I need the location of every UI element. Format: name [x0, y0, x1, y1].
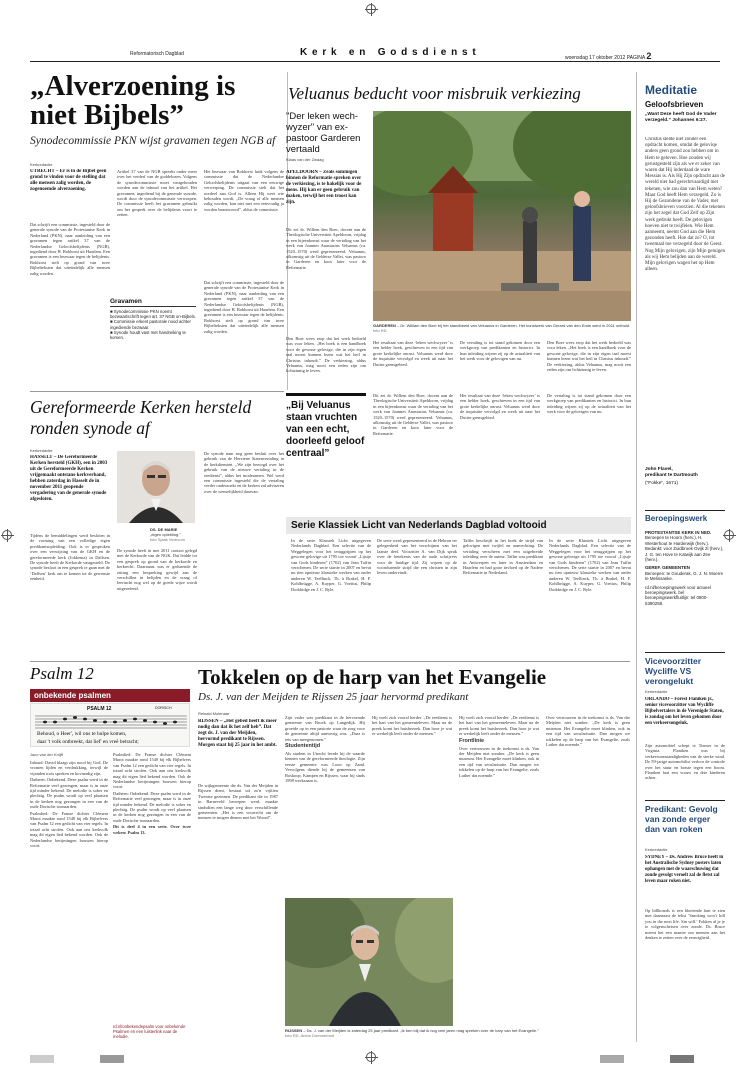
sidebar-divider — [636, 72, 637, 1042]
gravamen-item: ■ Commissie erkent pastorale nood achter ingediende bezwaar. — [110, 319, 191, 330]
article2-col5: Den Boer wees erop dat het werk bedoeld was voor leken. „Het boek is een handboek voor de gewone gelovige, die in zijn eigen taal moest kunnen lezen wat het heil in Christus inhoudt.” De verkiezing, aldus Veluanus, mag nooit een reden zijn om lichtzinnig te leven. — [547, 340, 631, 373]
article1-col1: Dat schrijft een commissie, ingesteld door de generale synode van de Protestantse Kerk in Nederland (PKN), naar aanleiding van een gravamen tegen artikel 37 van de Nederlandse Geloofsbelijdenis (NGB), ingediend door H. Bokhorst uit Haarlem. Een gravamen is een bezwaar tegen de belijdenis. Bokhorst stelt op grond van twee Bijbelteksten dat uiteindelijk alle mensen zalig worden. — [30, 222, 110, 276]
article2-col-b3: De vertaling is tot stand gekomen door een werkgroep van predikanten en historici. In hun inleiding wijzen zij op de actualiteit van het werk voor de gelovigen van nu. — [547, 393, 631, 415]
article5-byline: Reinald Molenaar — [198, 711, 230, 716]
gravamen-item: ■ Synode houdt vast met handreiking te komen. — [110, 329, 186, 341]
article3-col2: De synode heeft in mei 2011 contact gelegd met de Kerkorde van de NGK. Dat leidde tot een gesprek op grond van de kerkorde en kerkrecht. Daarnaast was er gedurende de zitting een bespreking gewijd aan de verschillen in belijden en de vraag of leertucht nog wel op de goede wijze wordt uitgeoefend. — [117, 548, 197, 591]
article2-col4: De vertaling is tot stand gekomen door een werkgroep van predikanten en historici. In hun inleiding wijzen zij op de actualiteit van het werk voor de gelovigen van nu. — [460, 340, 540, 362]
article5-col4 — [459, 715, 539, 1035]
photo-credit: foto RD — [373, 328, 387, 333]
vicevoorzitter-headline: Vicevoorzitter Wycliffe VS verongelukt — [645, 656, 702, 686]
predikant-body: Op billboards is een bloeiende hart te zien met daarnaast de tekst ’Smoking won’t kill you in the next life. Sin will.’ Fokken al je je te volgenschetsen over zonde. Ds. Bruce noemt het een manier om mensen aan het denken te zetten over de eeuwigheid. — [645, 908, 725, 941]
caption-label: RIJSSEN — [285, 1028, 303, 1033]
article2-col1: Dit zei dr. Willem den Boer, docent aan de Theologische Universiteit Apeldoorn, vrijdag in een bijeenkomst waar de vertaling van het werk van Joannes Anastasius Veluanus (ca. 1520–1570) werd gepresenteerd. Veluanus, afkomstig uit de Gelderse Vallei, was pastoor in Garderen en koos later voor de Reformatie. — [286, 227, 366, 270]
meditatie-signoff-role: predikant te Dartmouth — [645, 473, 698, 478]
article3-col3: De synode nam nog geen besluit over het gebruik van de Herziene Statenvertaling in de kerkdiensten. „We zijn bezorgd over het gebruik van de nieuwe vertaling in de eredienst”, aldus het moderamen. Wel werd een commissie ingesteld die de vertaling verder onderzoekt en de kerken zal adviseren over de wenselijkheid daarvan. — [204, 451, 284, 494]
gravamen-item-text: Synodecommissie PKN noemt bezwaartschrift tegen art. 37 NGB on-Bijbels. — [110, 309, 196, 320]
score-subtitle: DORISCH — [155, 706, 172, 710]
registration-mark-bottom — [366, 1052, 376, 1062]
article5-body2: Zijn vader was predikant in de hervormde gemeente van Broek op Langedijk. Hij groeide op in een pastorie waar de zorg voor de gemeente altijd aanwezig was. „Daar is iets van meegenomen.” — [285, 715, 365, 742]
photo-garderen — [373, 111, 631, 321]
article2-pullquote: „Bij Veluanus staan vruchten van een echt, doorleefd geloof centraal” — [286, 400, 365, 459]
psalm-body1: Datheen: Onbekend. Deze psalm werd in de Reformatie veel gezongen, maar is in onze tijd minder bekend. De melodie is sober en plechtig. De psalm wordt op veel plaatsen in de kerken nog gezongen in een van de oude Dorische toonaarden. — [30, 777, 108, 810]
photo-van-der-meijden-portrait — [285, 898, 453, 1026]
color-bar-3 — [600, 1055, 624, 1063]
masthead-date-text: woensdag 17 oktober 2012 — [565, 55, 626, 61]
article5-body3: Als student in Utrecht leerde hij de waarde kennen van de gereformeerde theologie. Zijn eerste gemeente was Loon op Zand. Vervolgens diende hij de gemeenten van Boskoop, Kampen en Rijssen, waar hij sinds 1998 werkzaam is. — [285, 751, 365, 784]
article5-headline: Tokkelen op de harp van het Evangelie — [198, 665, 547, 689]
registration-mark-right — [724, 530, 734, 540]
photo-de-marie-credit: foto Sjaak Verboom — [150, 537, 185, 542]
article3-top-rule — [30, 391, 284, 392]
article2-headline: Veluanus beducht voor misbruik verkiezing — [288, 84, 581, 103]
article1-col3: Het bezwaar van Bokhorst luidt volgens de commissie dat de Nederlandse Geloofsbelijdenis uitgaat van een eeuwige verwerping. De commissie stelt dat het oordeel aan God is. Alleen Hij weet wie behouden wordt. „De vraag of alle mensen zalig worden, kan niet met een eenvoudig ja worden beantwoord”, aldus de commissie. — [204, 169, 284, 212]
article4-col2: De serie werd gepresenteerd in de Hebron ter gelegenheid van het verschijnen van het laatste deel. Voorzitter A. van Dijk sprak over de betekenis van de oude schrijvers voor de huidige tijd. Zij wijzen op de voortdurende strijd die een christen in zijn leven ondervindt. — [377, 538, 457, 576]
photo-garderen-caption — [373, 323, 631, 335]
gravamen-item-text: Synode houdt vast met handreiking te komen. — [110, 329, 186, 341]
article5-col2 — [285, 715, 365, 895]
meditatie-signoff: John Flavel, — [645, 467, 673, 472]
article1-headline: „Alverzoening is niet Bijbels” — [30, 70, 236, 131]
gravamen-item-text: Commissie erkent pastorale nood achter ingediende bezwaar. — [110, 319, 191, 330]
article1-subhead: Synodecommissie PKN wijst gravamen tegen NGB af — [30, 135, 276, 147]
article5-lead: RIJSSEN – „Het gebed heeft ik meer nodig dan dat ik het zelf heb”. Dat zegt ds. J. van der Meijden, hervormd predikant te Rijssen. Morgen staat hij 25 jaar in het ambt. — [198, 719, 277, 748]
psalm-col1 — [30, 760, 108, 1040]
beroepingswerk-rule — [645, 510, 725, 511]
psalm-heading: Psalm 12 — [30, 664, 94, 683]
score-title: PSALM 12 — [87, 706, 112, 712]
registration-mark-left — [2, 530, 12, 540]
score-lyric-2: daar 't volk ontbreekt, dat lief' en vreê betracht; — [37, 739, 139, 745]
article4-headline: Serie Klassiek Licht van Nederlands Dagblad voltooid — [291, 520, 547, 531]
color-bar-1 — [30, 1055, 54, 1063]
article5-col5: Over vertrouwen in de toekomst is ds. Van der Meijden niet somber. „De kerk is geen museum. Het Evangelie moet klinken, ook in een tijd van secularisatie. Dan mogen we tokkelen op de harp van het Evangelie, zoals Luther dat noemde.” — [546, 715, 630, 748]
psalm-lead: Inhoud: David klaagt zijn nood bij God. De vromen lijden en verdrukking, terwijl de vijanden trots spreken en hovaardig zijn. — [30, 760, 108, 776]
psalm-col2 — [113, 752, 191, 1022]
photo-de-marie-portrait — [117, 451, 195, 523]
predikant-headline: Predikant: Gevolg van zonde erger dan van roken — [645, 804, 718, 834]
caption-label: GARDEREN — [373, 323, 396, 328]
article2-col-b1: Dit zei dr. Willem den Boer, docent aan de Theologische Universiteit Apeldoorn, vrijdag in een bijeenkomst waar de vertaling van het werk van Joannes Anastasius Veluanus (ca. 1520–1570) werd gepresenteerd. Veluanus, afkomstig uit de Gelderse Vallei, was pastoor in Garderen en koos later voor de Reformatie. — [373, 393, 453, 436]
photo-van-der-meijden-caption — [285, 1028, 540, 1040]
vicevoorzitter-lead: ORLANDO – Forest Flaniken jr., senior vicevoorzitter van Wycliffe Bijbelvertalers in de Verenigde Staten, is zondag om het leven gekomen door een verkeersongeluk. — [645, 697, 724, 726]
article5-col3: Hij voelt zich vooral herder. „De eredienst is het hart van het gemeenteleven. Maar na de preek komt het huisbezoek. Dan hoor je wat er werkelijk leeft onder de mensen.” — [372, 715, 452, 737]
beroepingswerk-text: Beroepen te Hoorn (herv.), H. Westerhout te Harderwijk (herv.). Bedankt: voor Zuidbroek Ovijk 2l (herv.), J. G. ten Hove te Katwijk aan Zee (herv.). — [645, 535, 724, 563]
article5-body4b: Hij voelt zich vooral herder. „De eredienst is het hart van het gemeenteleven. Maar na de preek komt het huisbezoek. Dan hoor je wat er werkelijk leeft onder de mensen.” — [459, 715, 539, 737]
meditatie-title: Geloofsbrieven — [645, 100, 704, 109]
article5-subhead: Ds. J. van der Meijden te Rijssen 25 jaar hervormd predikant — [198, 691, 469, 703]
photo-credit: foto RD, Anton Dommerholt — [285, 1033, 334, 1038]
registration-mark-top — [366, 4, 376, 14]
article2-byline: Klaas van der Zwaag — [286, 157, 324, 162]
psalm-body2b: Psalmlied: De Franse dichter Clément Marot maakte rond 1540 bij elk Bijbelvers van Psalm 12 een gedicht van vier regels. In totaal acht strofen. Ook aan ons kerkvolk mag dit eigen lied bekend worden. Ook de Nederlandse berijmingen bouwen hierop voort. — [113, 752, 191, 790]
photo-de-marie-text: „eigen opleiding.” — [150, 532, 181, 537]
color-bar-2 — [100, 1055, 124, 1063]
beroepingswerk-link[interactable]: rd.nl/beroepingswerk voor actueel beroepingswerk. bel beroepingswerkfluitlijn: tel 0900-5390258. — [645, 584, 711, 606]
article3-kicker: Kerkredactie — [30, 448, 53, 453]
article2-lead: APELDOORN – Zeals sommigen binnen de Reformatie spreken over de verkiezing, is te hakelijk voor de mens. Hij kan er geen gebruik van maken, terwijl het een troost kan zijn. — [286, 170, 362, 205]
beroepingswerk-label: Beroepingswerk — [645, 514, 708, 523]
psalm-score — [30, 703, 190, 747]
article3-lead: HASSELT – De Gereformeerde Kerken hersteld (GKH), een in 2003 uit de Gereformeerde Kerken vrijgemaakt ontstane kerkverband, hebben zaterdag in Hasselt de in november 2011 geopende vergadering van de generale synode afgesloten. — [30, 455, 108, 502]
article5-sub2: Frontlinie — [459, 737, 485, 744]
masthead-date — [565, 51, 651, 61]
color-bar-4 — [670, 1055, 694, 1063]
vicevoorzitter-kicker: Kerkredactie — [645, 689, 668, 694]
meditatie-body: Christus stelde niet zonder een opdracht komen, omdat de geloviqe anders geen grond zou hebben om in Hem te geloven. Hoe zouden wij gerustgesteld zijn als we er zeker van waren dat Hij inderdaad de ware Messias is. Als Hij Zijn opdracht aan de wereld niet had gerechtvaardigd met tekenen, wie zou dan van Hem weten? Maar God heeft Hem verzegeld. Zo is Hij de Gezondene van de Vader, met geloofsbrieven voorzien. Al die tekenen zijn het zegel dat God Zelf op Zijn werk gedrukt heeft. De gelovigen hoeven niet te twijfelen. Wie Hem aanneemt, neemt God aan die Hem gezonden heeft. Hoe dat zo? O, tot tweemaal toe verzegeld door de Geest. Nog Mijn gelovigen, zijn Mijn getuigen als wij Hem belijden aan de wereld. Mijn gelovigen wagen het op Hem alleen. — [645, 137, 725, 273]
article3-headline: Gereformeerde Kerken hersteld ronden synode af — [30, 397, 252, 438]
psalm-body2: Psalmlied: De Franse dichter Clément Marot maakte rond 1540 bij elk Bijbelvers van Psalm 12 een gedicht van vier regels. In totaal acht strofen. Ook aan ons kerkvolk mag dit eigen lied bekend worden. Ook de Nederlandse berijmingen bouwen hierop voort. — [30, 810, 108, 849]
score-lyric: Behoud, o Heer', wil ons te hulpe komen, — [37, 731, 127, 737]
beroepingswerk-block — [645, 530, 725, 606]
predikant-rule — [645, 800, 725, 801]
vicevoorzitter-rule — [645, 652, 725, 653]
psalm-footnote: Dit is deel 4 in een serie. Over twee weken: Psalm 13. — [113, 824, 191, 835]
article4-col1: In de serie Klassiek Licht uitgegeven Nederlands Dagblad. Een selectie van de Weggelegen voor het teruggrijpen op het gewone gelovige uit 1795 toe vooraf „Lijstje van Gods kinderen” (1702) van Jean Taffin verschenen. De serie startte in 2007 en bevat nu tien opnieuw klassieke werken van onder anderen W. Teellinck, Th. à Brakel, H. F. Kohlbrügge, A. Kuyper, G. Voetius, Philip Doddridge en J. C. Ryle. — [291, 538, 371, 592]
masthead-rule — [30, 61, 720, 62]
photo-de-marie-caption — [150, 527, 198, 545]
article5-col1: De wijkgemeente die ds. Van der Meijden in Rijssen dient, bestaat uit zo'n vijftien Twentse gezinnen. De predikant die in 1987 in Barneveld beroepen werd, maakte sindsdien een lange weg door verschillende gemeenten. „Het is een voorrecht om de mensen te mogen dienen met het Woord”. — [198, 783, 278, 821]
meditatie-signoff-block — [645, 467, 725, 487]
article2-pullquote-box — [286, 393, 366, 513]
gravamen-item: ■ Synodecommissie PKN noemt bezwaartschrift tegen art. 37 NGB on-Bijbels. — [110, 309, 196, 320]
meditatie-epigraph: „Want Deze heeft God de Vader verzegeld.” Johannes 6:27. — [645, 112, 717, 123]
psalm-top-rule — [30, 661, 630, 662]
article5-body5: Over vertrouwen in de toekomst is ds. Van der Meijden niet somber. „De kerk is geen museum. Het Evangelie moet klinken, ook in een tijd van secularisatie. Dan mogen we tokkelen op de harp van het Evangelie, zoals Luther dat noemde.” — [459, 745, 539, 778]
beroepingswerk-text: Beroepen: te Gouderak, G. J. N. Moerre te Melissanke. — [645, 570, 724, 582]
predikant-lead: SYDNEY – Ds. Andrew Bruce heeft in het Australische Sydney posters laten ophangen met de waarschuwing dat zonde gevolgt veroelt zal de fletst zal leven maar roken niet. — [645, 855, 724, 884]
caption-text: – Ds. J. van der Meijden is zaterdag 25 jaar predikant. „Ik ben blij dat ik nog vele jaren mag spreken over de harp van het Evangelie.” — [303, 1028, 539, 1033]
psalm-bar: onbekende psalmen — [30, 689, 190, 702]
article1-kicker: Kerkredactie — [30, 162, 53, 167]
gravamen-box-title: Gravamen — [110, 298, 196, 307]
masthead-page-label: PAGINA — [626, 55, 645, 61]
article4-col4: In de serie Klassiek Licht uitgegeven Nederlands Dagblad. Een selectie van de Weggelegen voor het teruggrijpen op het gewone gelovige uit 1795 toe vooraf „Lijstje van Gods kinderen” (1702) van Jean Taffin verschenen. De serie startte in 2007 en bevat nu tien opnieuw klassieke werken van onder anderen W. Teellinck, Th. à Brakel, H. F. Kohlbrügge, A. Kuyper, G. Voetius, Philip Doddridge en J. C. Ryle. — [549, 538, 631, 592]
photo-de-marie — [117, 451, 195, 523]
photo-garderen-scene — [373, 111, 631, 321]
caption-text: – Dr. William den Boer bij het standbeeld van Veluanus in Garderen. Het kunstwerk van Gerard van den Ende werd in 2011 onthuld. — [397, 323, 631, 328]
meditatie-signoff-years: ("Fokke", 1671) — [645, 481, 678, 486]
beroepingswerk-heading: GEREF. GEMEENTEN — [645, 565, 690, 571]
page-number: 2 — [646, 51, 652, 61]
psalm-link[interactable]: rd.nl/onbekendepsalm voor onbekende Psalmen en een luisterlink naar de melodie. — [113, 1024, 186, 1040]
article1-col2: Artikel 37 van de NGB spreekt onder meer over het verderf van de goddelozen. Volgens de synodecommissie moet vastgehouden worden aan de inhoud van het artikel. Het gravamen, ingediend bij de generale synode, wordt door de synodecommissie verworpen. De commissie heeft het gravamen gebruikt om het gesprek over de belijdenis voort te zetten. — [117, 169, 197, 218]
masthead-paper: Reformatorisch Dagblad — [130, 51, 184, 57]
article1-col3b: Dat schrijft een commissie, ingesteld door de generale synode van de Protestantse Kerk in Nederland (PKN), naar aanleiding van een gravamen tegen artikel 37 van de Nederlandse Geloofsbelijdenis (NGB), ingediend door H. Bokhorst uit Haarlem. Een gravamen is een bezwaar tegen de belijdenis. Bokhorst stelt op grond van twee Bijbelteksten dat uiteindelijk alle mensen zalig worden. — [204, 280, 284, 334]
photo-van-der-meijden — [285, 898, 453, 1026]
article1-lead: UTRECHT – Er is in de Bijbel geen grond te vinden voor de stelling dat alle mensen zalig worden, de zogenoemde alverzoening. — [30, 169, 107, 192]
article4-col3: Taffin beschrijft in het boek de strijd van gelovigen met twijfel en aanvechting. De vertaling verscheen met een uitgebreide inleiding over de auteur. Taffin was predikant in Antwerpen en later in Amsterdam en Haarlem en had grote invloed op de Nadere Reformatie in Nederland. — [463, 538, 543, 576]
meditatie-label: Meditatie — [645, 83, 698, 97]
masthead-section: K e r k e n G o d s d i e n s t — [300, 47, 477, 58]
article3-col1: Tijdens de bemiddelingen werd besloten in de vorming van een volledige eigen predikantsopleiding. Ook is er gesproken over een verwijzing van de GKH en de gereformeerde kerk (Jokkema) in Dalfsen. De synode heeft de Kerkorde vastgesteld. De synode besloot in een gesprek te gaan met de ‘Dalfsen’ kerk om te komen tot de gewenste eenheid. — [30, 533, 110, 582]
article2-col-b2: Het resultaat van deze ‘leken wechwyzer’ is een helder boek, geschreven in een tijd van grote kerkelijke onrust. Veluanus werd door de inquisitie vervolgd en week uit naar het Duitse grensgebied. — [460, 393, 540, 420]
photo-de-marie-name: DS. DE MARIE — [150, 527, 178, 532]
vicevoorzitter-body: Zijn automobiel schept te Tiemer in de Virginia. Flaniken was bij verkeersomstandigheden van de sterke wind. De 59-jarige automobilist verloor de controle over het stuur en botste tegen een boom. Flaniken laat een vrouw en drie kinderen achter. — [645, 743, 725, 781]
predikant-kicker: Kerkredactie — [645, 847, 668, 852]
beroepingswerk-heading: PROTESTANTSE KERK IN NED. — [645, 530, 712, 535]
gravamen-box — [110, 298, 196, 360]
article2-quote: "Der leken wech-wyzer" van ex-pastoor Garderen vertaald — [286, 111, 361, 155]
article2-col2: Den Boer wees erop dat het werk bedoeld was voor leken. „Het boek is een handboek voor de gewone gelovige, die in zijn eigen taal moest kunnen lezen wat het heil in Christus inhoudt.” De verkiezing, aldus Veluanus, mag nooit een reden zijn om lichtzinnig te leven. — [286, 336, 366, 374]
psalm-byline: Jaco van der Knijff — [30, 752, 63, 757]
psalm-body1b: Datheen: Onbekend. Deze psalm werd in de Reformatie veel gezongen, maar is in onze tijd minder bekend. De melodie is sober en plechtig. De psalm wordt op veel plaatsen in de kerken nog gezongen in een van de oude Dorische toonaarden. — [113, 790, 191, 823]
article5-sub1: Studententijd — [285, 743, 321, 750]
article2-col3: Het resultaat van deze ‘leken wechwyzer’ is een helder boek, geschreven in een tijd van grote kerkelijke onrust. Veluanus werd door de inquisitie vervolgd en week uit naar het Duitse grensgebied. — [373, 340, 453, 367]
